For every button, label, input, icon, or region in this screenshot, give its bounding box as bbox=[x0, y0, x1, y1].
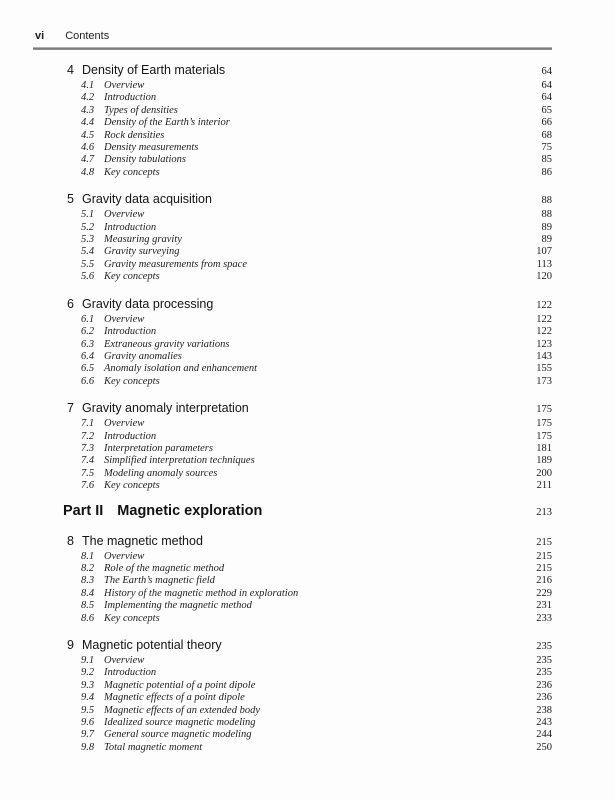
section-title: Gravity measurements from space bbox=[104, 258, 247, 270]
section-entry bbox=[35, 167, 552, 179]
section-page-number: 88 bbox=[541, 209, 552, 221]
section-title: Introduction bbox=[104, 221, 157, 233]
section-title: General source magnetic modeling bbox=[104, 729, 252, 741]
section-number: 9.6 bbox=[81, 717, 95, 729]
section-page-number: 89 bbox=[541, 234, 552, 246]
section-page-number: 236 bbox=[536, 692, 552, 704]
section-entry bbox=[35, 667, 552, 679]
chapter-block bbox=[35, 298, 552, 388]
section-number: 7.2 bbox=[81, 430, 95, 442]
section-title: Magnetic potential of a point dipole bbox=[104, 679, 256, 691]
chapter-entry bbox=[35, 639, 552, 653]
section-title: Overview bbox=[104, 550, 145, 562]
chapter-title: Gravity data processing bbox=[82, 296, 214, 311]
section-number: 8.5 bbox=[81, 600, 95, 612]
section-entry bbox=[35, 363, 552, 375]
chapter-number: 7 bbox=[67, 401, 74, 416]
section-number: 5.3 bbox=[81, 234, 95, 246]
section-number: 9.8 bbox=[81, 741, 95, 753]
section-entry bbox=[35, 418, 552, 430]
section-number: 4.5 bbox=[81, 129, 95, 141]
section-page-number: 107 bbox=[536, 246, 552, 258]
section-number: 6.3 bbox=[81, 338, 95, 350]
section-number: 6.4 bbox=[81, 350, 95, 362]
section-number: 7.6 bbox=[81, 480, 95, 492]
section-entry bbox=[35, 551, 552, 563]
section-title: Types of densities bbox=[104, 104, 178, 116]
section-entry bbox=[35, 563, 552, 575]
section-entry bbox=[35, 314, 552, 326]
section-title: Overview bbox=[104, 80, 145, 91]
section-number: 9.2 bbox=[81, 667, 95, 679]
section-title: Anomaly isolation and enhancement bbox=[104, 363, 258, 375]
section-entry bbox=[35, 105, 552, 117]
section-entry bbox=[35, 351, 552, 363]
section-page-number: 211 bbox=[536, 480, 552, 492]
section-page-number: 229 bbox=[536, 587, 552, 599]
section-entry bbox=[35, 326, 552, 338]
section-number: 4.8 bbox=[81, 166, 95, 178]
section-number: 8.6 bbox=[81, 612, 95, 624]
section-entry bbox=[35, 209, 552, 221]
chapter-page-number: 175 bbox=[536, 404, 552, 416]
section-title: Key concepts bbox=[104, 166, 160, 178]
section-title: Key concepts bbox=[104, 612, 160, 624]
section-title: Gravity surveying bbox=[104, 246, 180, 258]
section-page-number: 75 bbox=[541, 142, 552, 154]
section-title: Key concepts bbox=[104, 480, 160, 492]
section-entry bbox=[35, 680, 552, 692]
section-entry bbox=[35, 92, 552, 104]
section-page-number: 216 bbox=[536, 575, 552, 587]
section-number: 9.4 bbox=[81, 692, 95, 704]
section-title: Overview bbox=[104, 655, 145, 666]
chapter-title: The magnetic method bbox=[82, 533, 203, 548]
chapter-number: 6 bbox=[67, 296, 74, 311]
section-title: Introduction bbox=[104, 92, 157, 104]
chapter-title: Gravity data acquisition bbox=[82, 192, 212, 207]
section-number: 4.4 bbox=[81, 117, 95, 129]
section-title: Overview bbox=[104, 418, 145, 430]
chapter-entry bbox=[35, 535, 552, 549]
section-number: 5.6 bbox=[81, 271, 95, 283]
section-number: 9.7 bbox=[81, 729, 95, 741]
section-number: 5.5 bbox=[81, 258, 95, 270]
section-title: Overview bbox=[104, 313, 145, 325]
header-rule bbox=[33, 47, 552, 50]
section-number: 8.1 bbox=[81, 550, 95, 562]
section-number: 6.2 bbox=[81, 326, 95, 338]
chapter-page-number: 88 bbox=[541, 195, 552, 207]
section-entry bbox=[35, 234, 552, 246]
running-header bbox=[35, 0, 552, 42]
section-number: 4.6 bbox=[81, 142, 95, 154]
section-number: 6.6 bbox=[81, 375, 95, 387]
section-page-number: 64 bbox=[541, 80, 552, 91]
section-page-number: 231 bbox=[536, 600, 552, 612]
section-title: Overview bbox=[104, 209, 145, 221]
section-page-number: 175 bbox=[536, 430, 552, 442]
section-entry bbox=[35, 480, 552, 492]
section-number: 7.3 bbox=[81, 442, 95, 454]
section-entry bbox=[35, 742, 552, 754]
section-page-number: 236 bbox=[536, 679, 552, 691]
chapter-entry bbox=[35, 298, 552, 312]
chapter-title: Magnetic potential theory bbox=[82, 638, 222, 652]
section-entry bbox=[35, 271, 552, 283]
chapter-block bbox=[35, 402, 552, 492]
section-title: Key concepts bbox=[104, 375, 160, 387]
section-number: 4.1 bbox=[81, 80, 95, 91]
chapter-number: 4 bbox=[67, 63, 74, 77]
part-heading bbox=[35, 503, 552, 521]
section-page-number: 189 bbox=[536, 455, 552, 467]
page-folio: vi bbox=[35, 30, 45, 42]
chapter-number: 5 bbox=[67, 192, 74, 207]
section-entry bbox=[35, 130, 552, 142]
chapter-number: 9 bbox=[67, 638, 74, 652]
page-content bbox=[35, 0, 552, 754]
section-page-number: 175 bbox=[536, 418, 552, 430]
section-entry bbox=[35, 222, 552, 234]
section-number: 9.1 bbox=[81, 655, 95, 666]
section-entry bbox=[35, 246, 552, 258]
chapter-block bbox=[35, 193, 552, 283]
section-entry bbox=[35, 655, 552, 667]
section-entry bbox=[35, 431, 552, 443]
section-entry bbox=[35, 468, 552, 480]
section-title: Implementing the magnetic method bbox=[104, 600, 252, 612]
section-number: 7.4 bbox=[81, 455, 95, 467]
chapter-block bbox=[35, 64, 552, 179]
section-title: Density measurements bbox=[104, 142, 199, 154]
section-entry bbox=[35, 142, 552, 154]
section-title: History of the magnetic method in exploration bbox=[104, 587, 299, 599]
section-page-number: 250 bbox=[536, 741, 552, 753]
section-entry bbox=[35, 80, 552, 92]
section-title: Measuring gravity bbox=[104, 234, 182, 246]
section-number: 8.3 bbox=[81, 575, 95, 587]
section-page-number: 113 bbox=[536, 258, 552, 270]
section-number: 8.2 bbox=[81, 562, 95, 574]
chapter-entry bbox=[35, 402, 552, 416]
section-title: Idealized source magnetic modeling bbox=[104, 717, 256, 729]
section-page-number: 173 bbox=[536, 375, 552, 387]
section-entry bbox=[35, 259, 552, 271]
section-number: 4.3 bbox=[81, 104, 95, 116]
section-entry bbox=[35, 600, 552, 612]
section-entry bbox=[35, 455, 552, 467]
section-title: Key concepts bbox=[104, 271, 160, 283]
section-page-number: 235 bbox=[536, 655, 552, 666]
section-page-number: 238 bbox=[536, 704, 552, 716]
section-page-number: 243 bbox=[536, 717, 552, 729]
section-page-number: 65 bbox=[541, 104, 552, 116]
section-title: Magnetic effects of an extended body bbox=[104, 704, 260, 716]
section-entry bbox=[35, 117, 552, 129]
section-page-number: 181 bbox=[536, 442, 552, 454]
section-number: 9.3 bbox=[81, 679, 95, 691]
section-title: Rock densities bbox=[104, 129, 165, 141]
section-page-number: 235 bbox=[536, 667, 552, 679]
section-entry bbox=[35, 613, 552, 625]
table-of-contents bbox=[35, 64, 552, 754]
section-number: 7.1 bbox=[81, 418, 95, 430]
section-entry bbox=[35, 154, 552, 166]
section-page-number: 215 bbox=[536, 562, 552, 574]
section-number: 6.5 bbox=[81, 363, 95, 375]
chapter-block bbox=[35, 535, 552, 625]
section-page-number: 200 bbox=[536, 467, 552, 479]
section-number: 6.1 bbox=[81, 313, 95, 325]
section-page-number: 89 bbox=[541, 221, 552, 233]
chapter-block bbox=[35, 639, 552, 754]
section-entry bbox=[35, 705, 552, 717]
section-page-number: 123 bbox=[536, 338, 552, 350]
section-page-number: 66 bbox=[541, 117, 552, 129]
section-title: Role of the magnetic method bbox=[104, 562, 225, 574]
section-entry bbox=[35, 443, 552, 455]
section-page-number: 122 bbox=[536, 326, 552, 338]
section-title: Introduction bbox=[104, 667, 157, 679]
section-page-number: 215 bbox=[536, 550, 552, 562]
section-title: Magnetic effects of a point dipole bbox=[104, 692, 245, 704]
section-number: 5.4 bbox=[81, 246, 95, 258]
section-entry bbox=[35, 575, 552, 587]
section-number: 7.5 bbox=[81, 467, 95, 479]
section-page-number: 143 bbox=[536, 350, 552, 362]
part-label: Part II bbox=[63, 502, 104, 519]
section-title: Introduction bbox=[104, 430, 157, 442]
section-entry bbox=[35, 692, 552, 704]
section-title: Interpretation parameters bbox=[104, 442, 213, 454]
part-title: Magnetic exploration bbox=[117, 502, 263, 519]
section-entry bbox=[35, 339, 552, 351]
section-number: 5.1 bbox=[81, 209, 95, 221]
section-title: Modeling anomaly sources bbox=[104, 467, 218, 479]
chapter-page-number: 122 bbox=[536, 299, 552, 311]
section-title: Simplified interpretation techniques bbox=[104, 455, 255, 467]
section-title: The Earth’s magnetic field bbox=[104, 575, 215, 587]
section-page-number: 64 bbox=[541, 92, 552, 104]
section-title: Extraneous gravity variations bbox=[104, 338, 230, 350]
chapter-page-number: 215 bbox=[536, 536, 552, 548]
section-entry bbox=[35, 717, 552, 729]
section-number: 9.5 bbox=[81, 704, 95, 716]
section-title: Total magnetic moment bbox=[104, 741, 203, 753]
section-page-number: 85 bbox=[541, 154, 552, 166]
chapter-page-number: 235 bbox=[536, 641, 552, 652]
section-title: Gravity anomalies bbox=[104, 350, 182, 362]
chapter-entry bbox=[35, 193, 552, 207]
section-entry bbox=[35, 729, 552, 741]
section-title: Density tabulations bbox=[104, 154, 186, 166]
section-entry bbox=[35, 588, 552, 600]
chapter-title: Density of Earth materials bbox=[82, 63, 226, 77]
section-title: Density of the Earth’s interior bbox=[104, 117, 230, 129]
section-page-number: 122 bbox=[536, 313, 552, 325]
part-page-number: 213 bbox=[536, 506, 552, 518]
section-page-number: 155 bbox=[536, 363, 552, 375]
chapter-title: Gravity anomaly interpretation bbox=[82, 401, 249, 416]
section-page-number: 86 bbox=[541, 166, 552, 178]
section-page-number: 68 bbox=[541, 129, 552, 141]
section-page-number: 244 bbox=[536, 729, 552, 741]
chapter-entry bbox=[35, 64, 552, 78]
section-number: 4.2 bbox=[81, 92, 95, 104]
running-head-title: Contents bbox=[65, 30, 110, 42]
chapter-page-number: 64 bbox=[541, 66, 552, 77]
section-number: 5.2 bbox=[81, 221, 95, 233]
section-title: Introduction bbox=[104, 326, 157, 338]
section-page-number: 120 bbox=[536, 271, 552, 283]
section-number: 8.4 bbox=[81, 587, 95, 599]
section-number: 4.7 bbox=[81, 154, 95, 166]
section-page-number: 233 bbox=[536, 612, 552, 624]
chapter-number: 8 bbox=[67, 533, 74, 548]
section-entry bbox=[35, 376, 552, 388]
